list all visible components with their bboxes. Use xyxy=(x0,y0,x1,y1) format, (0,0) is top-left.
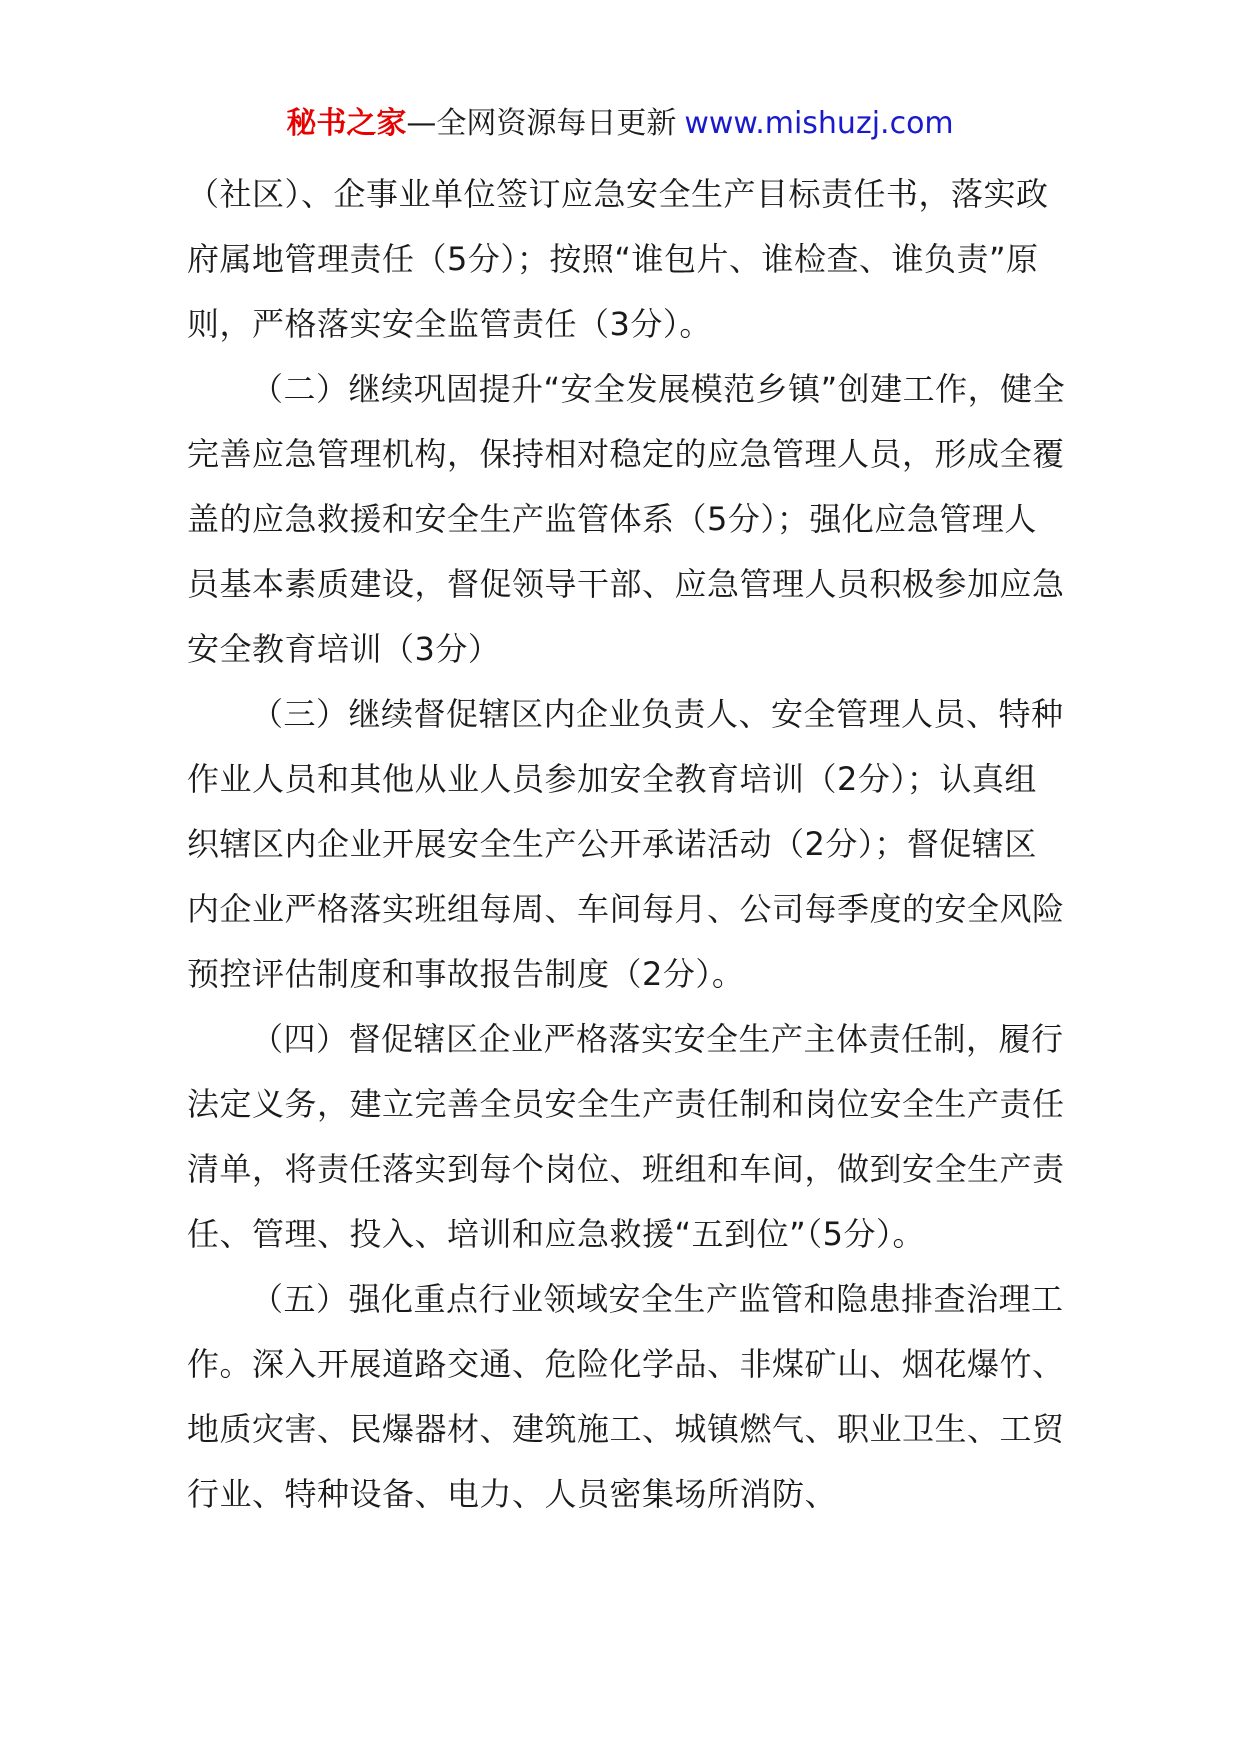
site-url-link[interactable]: www.mishuzj.com xyxy=(684,106,954,141)
paragraph-item-5: （五）强化重点行业领域安全生产监管和隐患排查治理工作。深入开展道路交通、危险化学品、非煤矿山、烟花爆竹、地质灾害、民爆器材、建筑施工、城镇燃气、职业卫生、工贸行业、特种设备、电力、人员密集场所消防、 xyxy=(187,1280,1065,1513)
paragraph-continued: （社区）、企事业单位签订应急安全生产目标责任书，落实政府属地管理责任（5分）；按照“谁包片、谁检查、谁负责”原则，严格落实安全监管责任（3分）。 xyxy=(187,175,1049,343)
brand-name: 秘书之家 xyxy=(286,106,407,141)
page-header xyxy=(0,102,1240,146)
paragraph-item-2: （二）继续巩固提升“安全发展模范乡镇”创建工作，健全完善应急管理机构，保持相对稳定的应急管理人员，形成全覆盖的应急救援和安全生产监管体系（5分）；强化应急管理人员基本素质建设，督促领导干部、应急管理人员积极参加应急安全教育培训（3分） xyxy=(187,370,1066,668)
paragraph-item-4: （四）督促辖区企业严格落实安全生产主体责任制，履行法定义务，建立完善全员安全生产责任制和岗位安全生产责任清单，将责任落实到每个岗位、班组和车间，做到安全生产责任、管理、投入、培训和应急救援“五到位”（5分）。 xyxy=(187,1020,1065,1253)
document-body xyxy=(187,162,1067,1527)
header-tagline: —全网资源每日更新 xyxy=(406,106,677,141)
paragraph-item-3: （三）继续督促辖区内企业负责人、安全管理人员、特种作业人员和其他从业人员参加安全教育培训（2分）；认真组织辖区内企业开展安全生产公开承诺活动（2分）；督促辖区内企业严格落实班组每周、车间每月、公司每季度的安全风险预控评估制度和事故报告制度（2分）。 xyxy=(187,695,1065,993)
